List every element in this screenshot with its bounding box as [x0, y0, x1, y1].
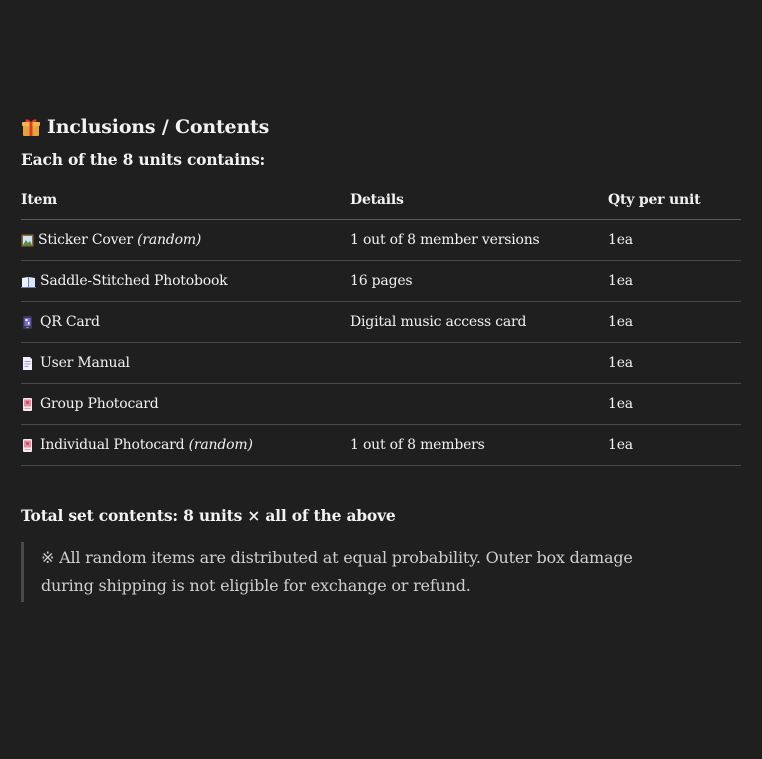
item-cell — [21, 261, 350, 302]
details-cell: 16 pages — [350, 261, 608, 302]
item-cell — [21, 302, 350, 343]
item-note: (random) — [137, 232, 202, 248]
qty-cell: 1ea — [608, 384, 741, 425]
item-cell — [21, 343, 350, 384]
contents-table — [21, 192, 741, 466]
details-cell — [350, 384, 608, 425]
details-cell — [350, 343, 608, 384]
table-row — [21, 261, 741, 302]
qty-cell: 1ea — [608, 261, 741, 302]
header-qty: Qty per unit — [608, 192, 741, 220]
qty-cell: 1ea — [608, 220, 741, 261]
photo-card-icon — [21, 398, 34, 411]
item-name: Sticker Cover — [38, 232, 133, 248]
item-name: Individual Photocard — [40, 437, 185, 453]
qty-cell: 1ea — [608, 343, 741, 384]
section-title-text: Inclusions / Contents — [47, 116, 270, 138]
qty-cell: 1ea — [608, 302, 741, 343]
table-row — [21, 220, 741, 261]
photo-card-icon — [21, 439, 34, 452]
qty-cell: 1ea — [608, 425, 741, 466]
item-name: Saddle-Stitched Photobook — [40, 273, 228, 289]
open-book-icon — [21, 275, 34, 288]
item-cell — [21, 384, 350, 425]
notice-blockquote: ※ All random items are distributed at equal probability. Outer box damage during shipping is not eligible for exchange or refund. — [21, 542, 641, 602]
item-cell — [21, 425, 350, 466]
qr-card-icon — [21, 316, 34, 329]
gift-icon — [21, 117, 41, 137]
table-row — [21, 425, 741, 466]
table-header-row — [21, 192, 741, 220]
details-cell: Digital music access card — [350, 302, 608, 343]
header-item: Item — [21, 192, 350, 220]
details-cell: 1 out of 8 member versions — [350, 220, 608, 261]
table-row — [21, 302, 741, 343]
framed-picture-icon — [21, 234, 34, 247]
page-icon — [21, 357, 34, 370]
item-cell — [21, 220, 350, 261]
section-subtitle: Each of the 8 units contains: — [21, 150, 265, 169]
table-row — [21, 343, 741, 384]
total-contents: Total set contents: 8 units × all of the above — [21, 506, 396, 525]
section-title — [21, 114, 741, 140]
table-row — [21, 384, 741, 425]
item-name: Group Photocard — [40, 396, 159, 412]
header-details: Details — [350, 192, 608, 220]
item-note: (random) — [188, 437, 253, 453]
inclusions-section — [21, 114, 741, 602]
item-name: QR Card — [40, 314, 100, 330]
item-name: User Manual — [40, 355, 130, 371]
details-cell: 1 out of 8 members — [350, 425, 608, 466]
